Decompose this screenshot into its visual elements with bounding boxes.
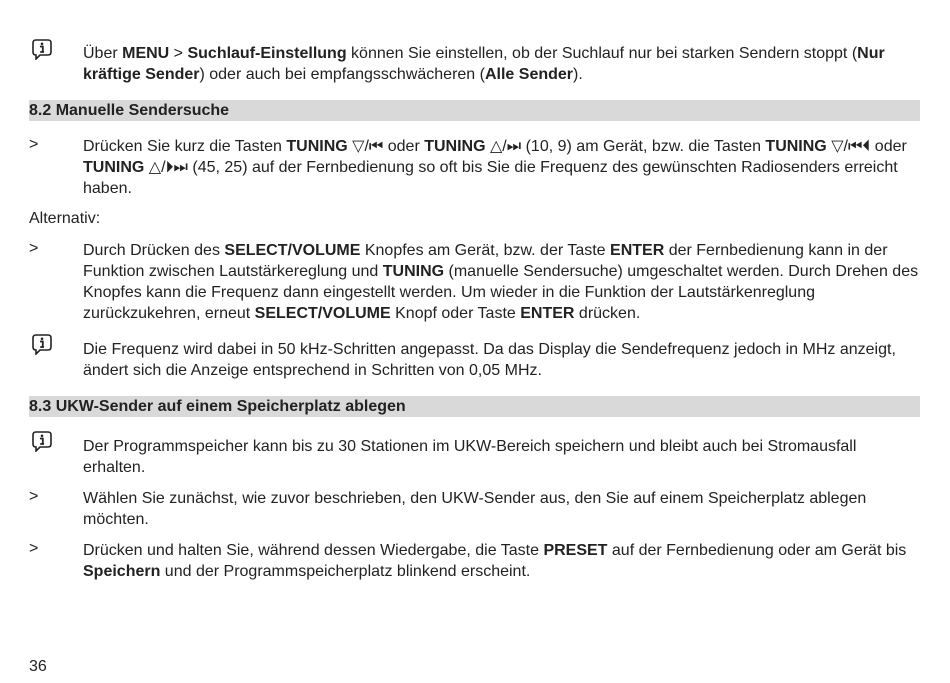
section-heading-8-2: 8.2 Manuelle Sendersuche [29,100,920,121]
bullet-marker: > [29,488,39,505]
paragraph-program-memory: Der Programmspeicher kann bis zu 30 Stationen im UKW-Bereich speichern und bleibt auch bei Stromausfall erhalten. [83,438,857,476]
bullet-marker: > [29,136,39,153]
section-heading-8-3: 8.3 UKW-Sender auf einem Speicherplatz ablegen [29,396,920,417]
page-number: 36 [29,658,47,675]
bullet-marker: > [29,540,39,557]
alternative-label: Alternativ: [29,210,101,227]
info-icon [31,333,53,355]
paragraph-select-station: Wählen Sie zunächst, wie zuvor beschrieben, den UKW-Sender aus, den Sie auf einem Speicherplatz ablegen möchten. [83,490,867,528]
paragraph-select-volume: Durch Drücken des SELECT/VOLUME Knopfes am Gerät, bzw. der Taste ENTER der Fernbedienung kann in der Funktion zwischen Lautstärkereglung und TUNING (manuelle Sendersuche) umgeschaltet werden. Durch Drehen des Knopfes kann die Frequenz dann eingestellt werden. Um wieder in die Funktion der Lautstärkenreglung zurückzukehren, erneut SELECT/VOLUME Knopf oder Taste ENTER drücken. [83,242,919,322]
bullet-marker: > [29,240,39,257]
paragraph-tuning-keys: Drücken Sie kurz die Tasten TUNING ▽/⏮ oder TUNING △/⏭ (10, 9) am Gerät, bzw. die Tasten TUNING ▽/⏮⏴ oder TUNING △/⏵⏭ (45, 25) auf der Fernbedienung so oft bis Sie die Frequenz des gewünschten Radiosenders erreicht haben. [83,138,907,197]
info-icon [31,430,53,452]
paragraph-preset: Drücken und halten Sie, während dessen Wiedergabe, die Taste PRESET auf der Fernbedienung oder am Gerät bis Speichern und der Programmspeicherplatz blinkend erscheint. [83,542,907,580]
paragraph-search-settings: Über MENU > Suchlauf-Einstellung können Sie einstellen, ob der Suchlauf nur bei starken Sendern stoppt (Nur kräftige Sender) oder auch bei empfangsschwächeren (Alle Sender). [83,45,885,83]
info-icon [31,38,53,60]
paragraph-frequency-steps: Die Frequenz wird dabei in 50 kHz-Schritten angepasst. Da das Display die Sendefrequenz jedoch in MHz anzeigt, ändert sich die Anzeige entsprechend in Schritten von 0,05 MHz. [83,341,896,379]
